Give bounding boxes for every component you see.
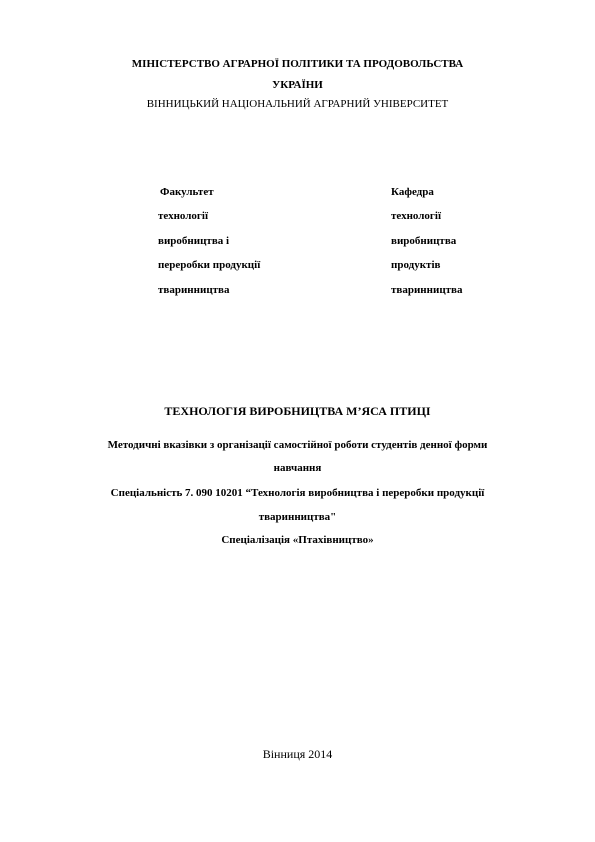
department-line: продуктів [391, 259, 441, 271]
specialty-line: тваринництва" [258, 511, 337, 523]
faculty-line: тваринництва [158, 284, 230, 296]
city-year: Вінниця 2014 [262, 747, 333, 761]
faculty-line: переробки продукції [158, 259, 261, 271]
department-line: тваринництва [391, 284, 463, 296]
specialization-line: Спеціалізація «Птахівництво» [221, 534, 374, 546]
subtitle-line: навчання [273, 462, 322, 474]
department-line: технології [391, 210, 442, 222]
faculty-line: Факультет [160, 186, 214, 198]
country-heading: УКРАЇНИ [272, 79, 323, 91]
subtitle-line: Методичні вказівки з організації самостійної роботи студентів денної форми [107, 439, 488, 451]
department-line: Кафедра [391, 186, 434, 198]
ministry-heading: МІНІСТЕРСТВО АГРАРНОЇ ПОЛІТИКИ ТА ПРОДОВОЛЬСТВА [131, 58, 464, 70]
university-heading: ВІННИЦЬКИЙ НАЦІОНАЛЬНИЙ АГРАРНИЙ УНІВЕРСИТЕТ [146, 98, 449, 110]
department-line: виробництва [391, 235, 457, 247]
document-title: ТЕХНОЛОГІЯ ВИРОБНИЦТВА М’ЯСА ПТИЦІ [164, 404, 431, 418]
specialty-line: Спеціальність 7. 090 10201 “Технологія виробництва і переробки продукції [110, 487, 485, 499]
faculty-line: технології [158, 210, 209, 222]
faculty-line: виробництва і [158, 235, 230, 247]
